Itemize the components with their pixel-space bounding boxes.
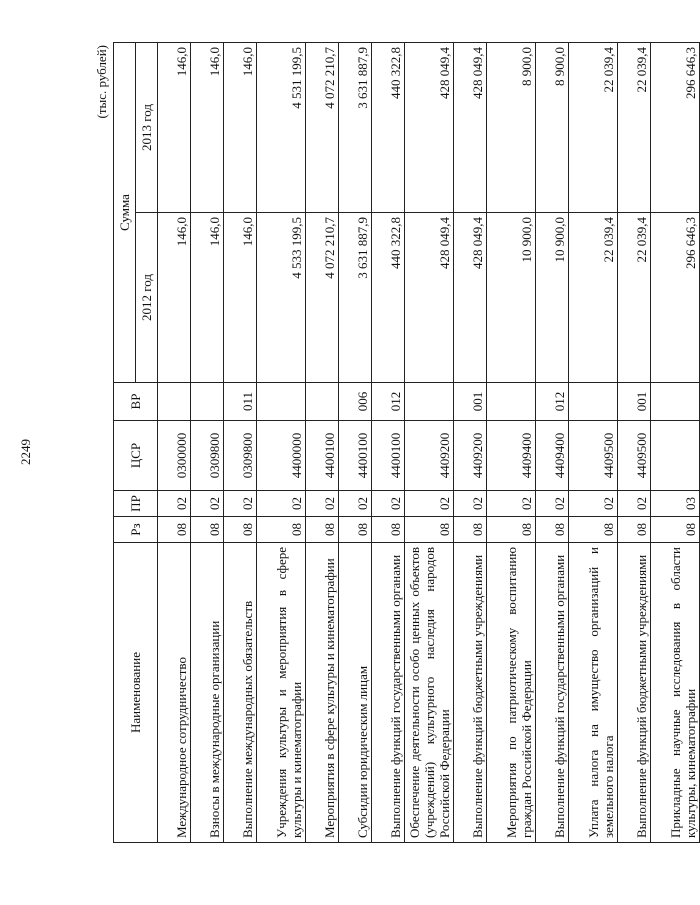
row-sum-2013: 296 646,3 <box>651 43 700 213</box>
page-number: 2249 <box>18 439 33 465</box>
row-sum-2012: 4 533 199,5 <box>257 213 306 383</box>
row-vr <box>651 383 700 421</box>
row-sum-2012: 3 631 887,9 <box>339 213 372 383</box>
row-vr <box>487 383 536 421</box>
row-name: Выполнение международных обязательств <box>224 543 257 843</box>
table-row <box>618 43 651 843</box>
row-name: Выполнение функций бюджетными учреждениями <box>618 543 651 843</box>
row-sum-2013: 8 900,0 <box>487 43 536 213</box>
row-rz: 08 <box>306 517 339 543</box>
row-csr: 4400100 <box>372 421 405 491</box>
row-csr: 0309800 <box>224 421 257 491</box>
row-csr: 4409500 <box>569 421 618 491</box>
units-label: (тыс. рублей) <box>94 45 109 119</box>
table-row <box>306 43 339 843</box>
row-rz: 08 <box>405 517 454 543</box>
row-pr: 02 <box>536 491 569 517</box>
row-name: Международное сотрудничество <box>158 543 191 843</box>
row-csr <box>651 421 700 491</box>
row-pr: 02 <box>618 491 651 517</box>
row-pr: 02 <box>569 491 618 517</box>
row-vr: 006 <box>339 383 372 421</box>
row-vr: 011 <box>224 383 257 421</box>
row-csr: 0300000 <box>158 421 191 491</box>
row-sum-2012: 428 049,4 <box>405 213 454 383</box>
row-vr <box>405 383 454 421</box>
table-row <box>372 43 405 843</box>
row-sum-2013: 428 049,4 <box>405 43 454 213</box>
row-csr: 4409200 <box>405 421 454 491</box>
row-pr: 02 <box>372 491 405 517</box>
table-row <box>257 43 306 843</box>
row-name: Уплата налога на имущество организаций и земельного налога <box>569 543 618 843</box>
row-name: Мероприятия в сфере культуры и кинематографии <box>306 543 339 843</box>
header-2012: 2012 год <box>136 213 158 383</box>
row-name: Прикладные научные исследования в области культуры, кинематографии <box>651 543 700 843</box>
row-pr: 02 <box>405 491 454 517</box>
row-csr: 4400100 <box>339 421 372 491</box>
row-name: Обеспечение деятельности особо ценных объектов (учреждений) культурного наследия народов Российской Федерации <box>405 543 454 843</box>
row-rz: 08 <box>487 517 536 543</box>
budget-table <box>113 42 700 843</box>
row-sum-2012: 10 900,0 <box>487 213 536 383</box>
row-sum-2013: 146,0 <box>224 43 257 213</box>
row-vr: 012 <box>536 383 569 421</box>
row-name: Субсидии юридическим лицам <box>339 543 372 843</box>
row-rz: 08 <box>618 517 651 543</box>
row-sum-2012: 146,0 <box>191 213 224 383</box>
row-pr: 02 <box>224 491 257 517</box>
header-sum: Сумма <box>114 43 136 383</box>
table-row <box>536 43 569 843</box>
header-vr: ВР <box>114 383 158 421</box>
header-csr: ЦСР <box>114 421 158 491</box>
row-csr: 4400000 <box>257 421 306 491</box>
row-csr: 4409200 <box>454 421 487 491</box>
row-csr: 4409400 <box>487 421 536 491</box>
row-vr: 001 <box>618 383 651 421</box>
row-csr: 4400100 <box>306 421 339 491</box>
row-vr: 001 <box>454 383 487 421</box>
table-row <box>569 43 618 843</box>
row-name: Мероприятия по патриотическому воспитанию граждан Российской Федерации <box>487 543 536 843</box>
header-name: Наименование <box>114 543 158 843</box>
row-sum-2013: 22 039,4 <box>618 43 651 213</box>
row-rz: 08 <box>372 517 405 543</box>
header-rz: Рз <box>114 517 158 543</box>
row-pr: 02 <box>454 491 487 517</box>
row-name: Взносы в международные организации <box>191 543 224 843</box>
table-row <box>191 43 224 843</box>
row-name: Выполнение функций государственными органами <box>536 543 569 843</box>
row-vr <box>158 383 191 421</box>
row-vr <box>257 383 306 421</box>
table-row <box>454 43 487 843</box>
row-pr: 02 <box>487 491 536 517</box>
row-rz: 08 <box>536 517 569 543</box>
table-header <box>114 43 158 843</box>
row-sum-2013: 146,0 <box>158 43 191 213</box>
row-sum-2012: 146,0 <box>158 213 191 383</box>
row-vr <box>569 383 618 421</box>
row-rz: 08 <box>257 517 306 543</box>
row-sum-2013: 4 531 199,5 <box>257 43 306 213</box>
table-row <box>224 43 257 843</box>
row-rz: 08 <box>339 517 372 543</box>
table-row <box>651 43 700 843</box>
row-sum-2013: 4 072 210,7 <box>306 43 339 213</box>
row-sum-2012: 4 072 210,7 <box>306 213 339 383</box>
row-sum-2012: 22 039,4 <box>569 213 618 383</box>
row-pr: 02 <box>191 491 224 517</box>
row-rz: 08 <box>569 517 618 543</box>
row-sum-2013: 3 631 887,9 <box>339 43 372 213</box>
table-row <box>405 43 454 843</box>
row-sum-2012: 146,0 <box>224 213 257 383</box>
row-name: Учреждения культуры и мероприятия в сфере культуры и кинематографии <box>257 543 306 843</box>
row-sum-2012: 296 646,3 <box>651 213 700 383</box>
row-rz: 08 <box>651 517 700 543</box>
header-pr: ПР <box>114 491 158 517</box>
row-pr: 02 <box>339 491 372 517</box>
rotated-budget-page <box>93 43 698 843</box>
row-rz: 08 <box>158 517 191 543</box>
row-name: Выполнение функций бюджетными учреждениями <box>454 543 487 843</box>
row-pr: 02 <box>306 491 339 517</box>
row-vr <box>306 383 339 421</box>
table-row <box>487 43 536 843</box>
row-csr: 0309800 <box>191 421 224 491</box>
row-csr: 4409400 <box>536 421 569 491</box>
row-sum-2012: 428 049,4 <box>454 213 487 383</box>
row-pr: 03 <box>651 491 700 517</box>
row-rz: 08 <box>191 517 224 543</box>
row-sum-2013: 428 049,4 <box>454 43 487 213</box>
row-vr <box>191 383 224 421</box>
row-sum-2012: 22 039,4 <box>618 213 651 383</box>
row-pr: 02 <box>158 491 191 517</box>
table-body <box>158 43 700 843</box>
row-pr: 02 <box>257 491 306 517</box>
row-vr: 012 <box>372 383 405 421</box>
row-rz: 08 <box>224 517 257 543</box>
header-2013: 2013 год <box>136 43 158 213</box>
table-row <box>339 43 372 843</box>
table-row <box>158 43 191 843</box>
row-csr: 4409500 <box>618 421 651 491</box>
row-sum-2013: 22 039,4 <box>569 43 618 213</box>
row-sum-2012: 10 900,0 <box>536 213 569 383</box>
row-rz: 08 <box>454 517 487 543</box>
row-sum-2013: 8 900,0 <box>536 43 569 213</box>
row-sum-2012: 440 322,8 <box>372 213 405 383</box>
row-sum-2013: 146,0 <box>191 43 224 213</box>
row-name: Выполнение функций государственными органами <box>372 543 405 843</box>
row-sum-2013: 440 322,8 <box>372 43 405 213</box>
